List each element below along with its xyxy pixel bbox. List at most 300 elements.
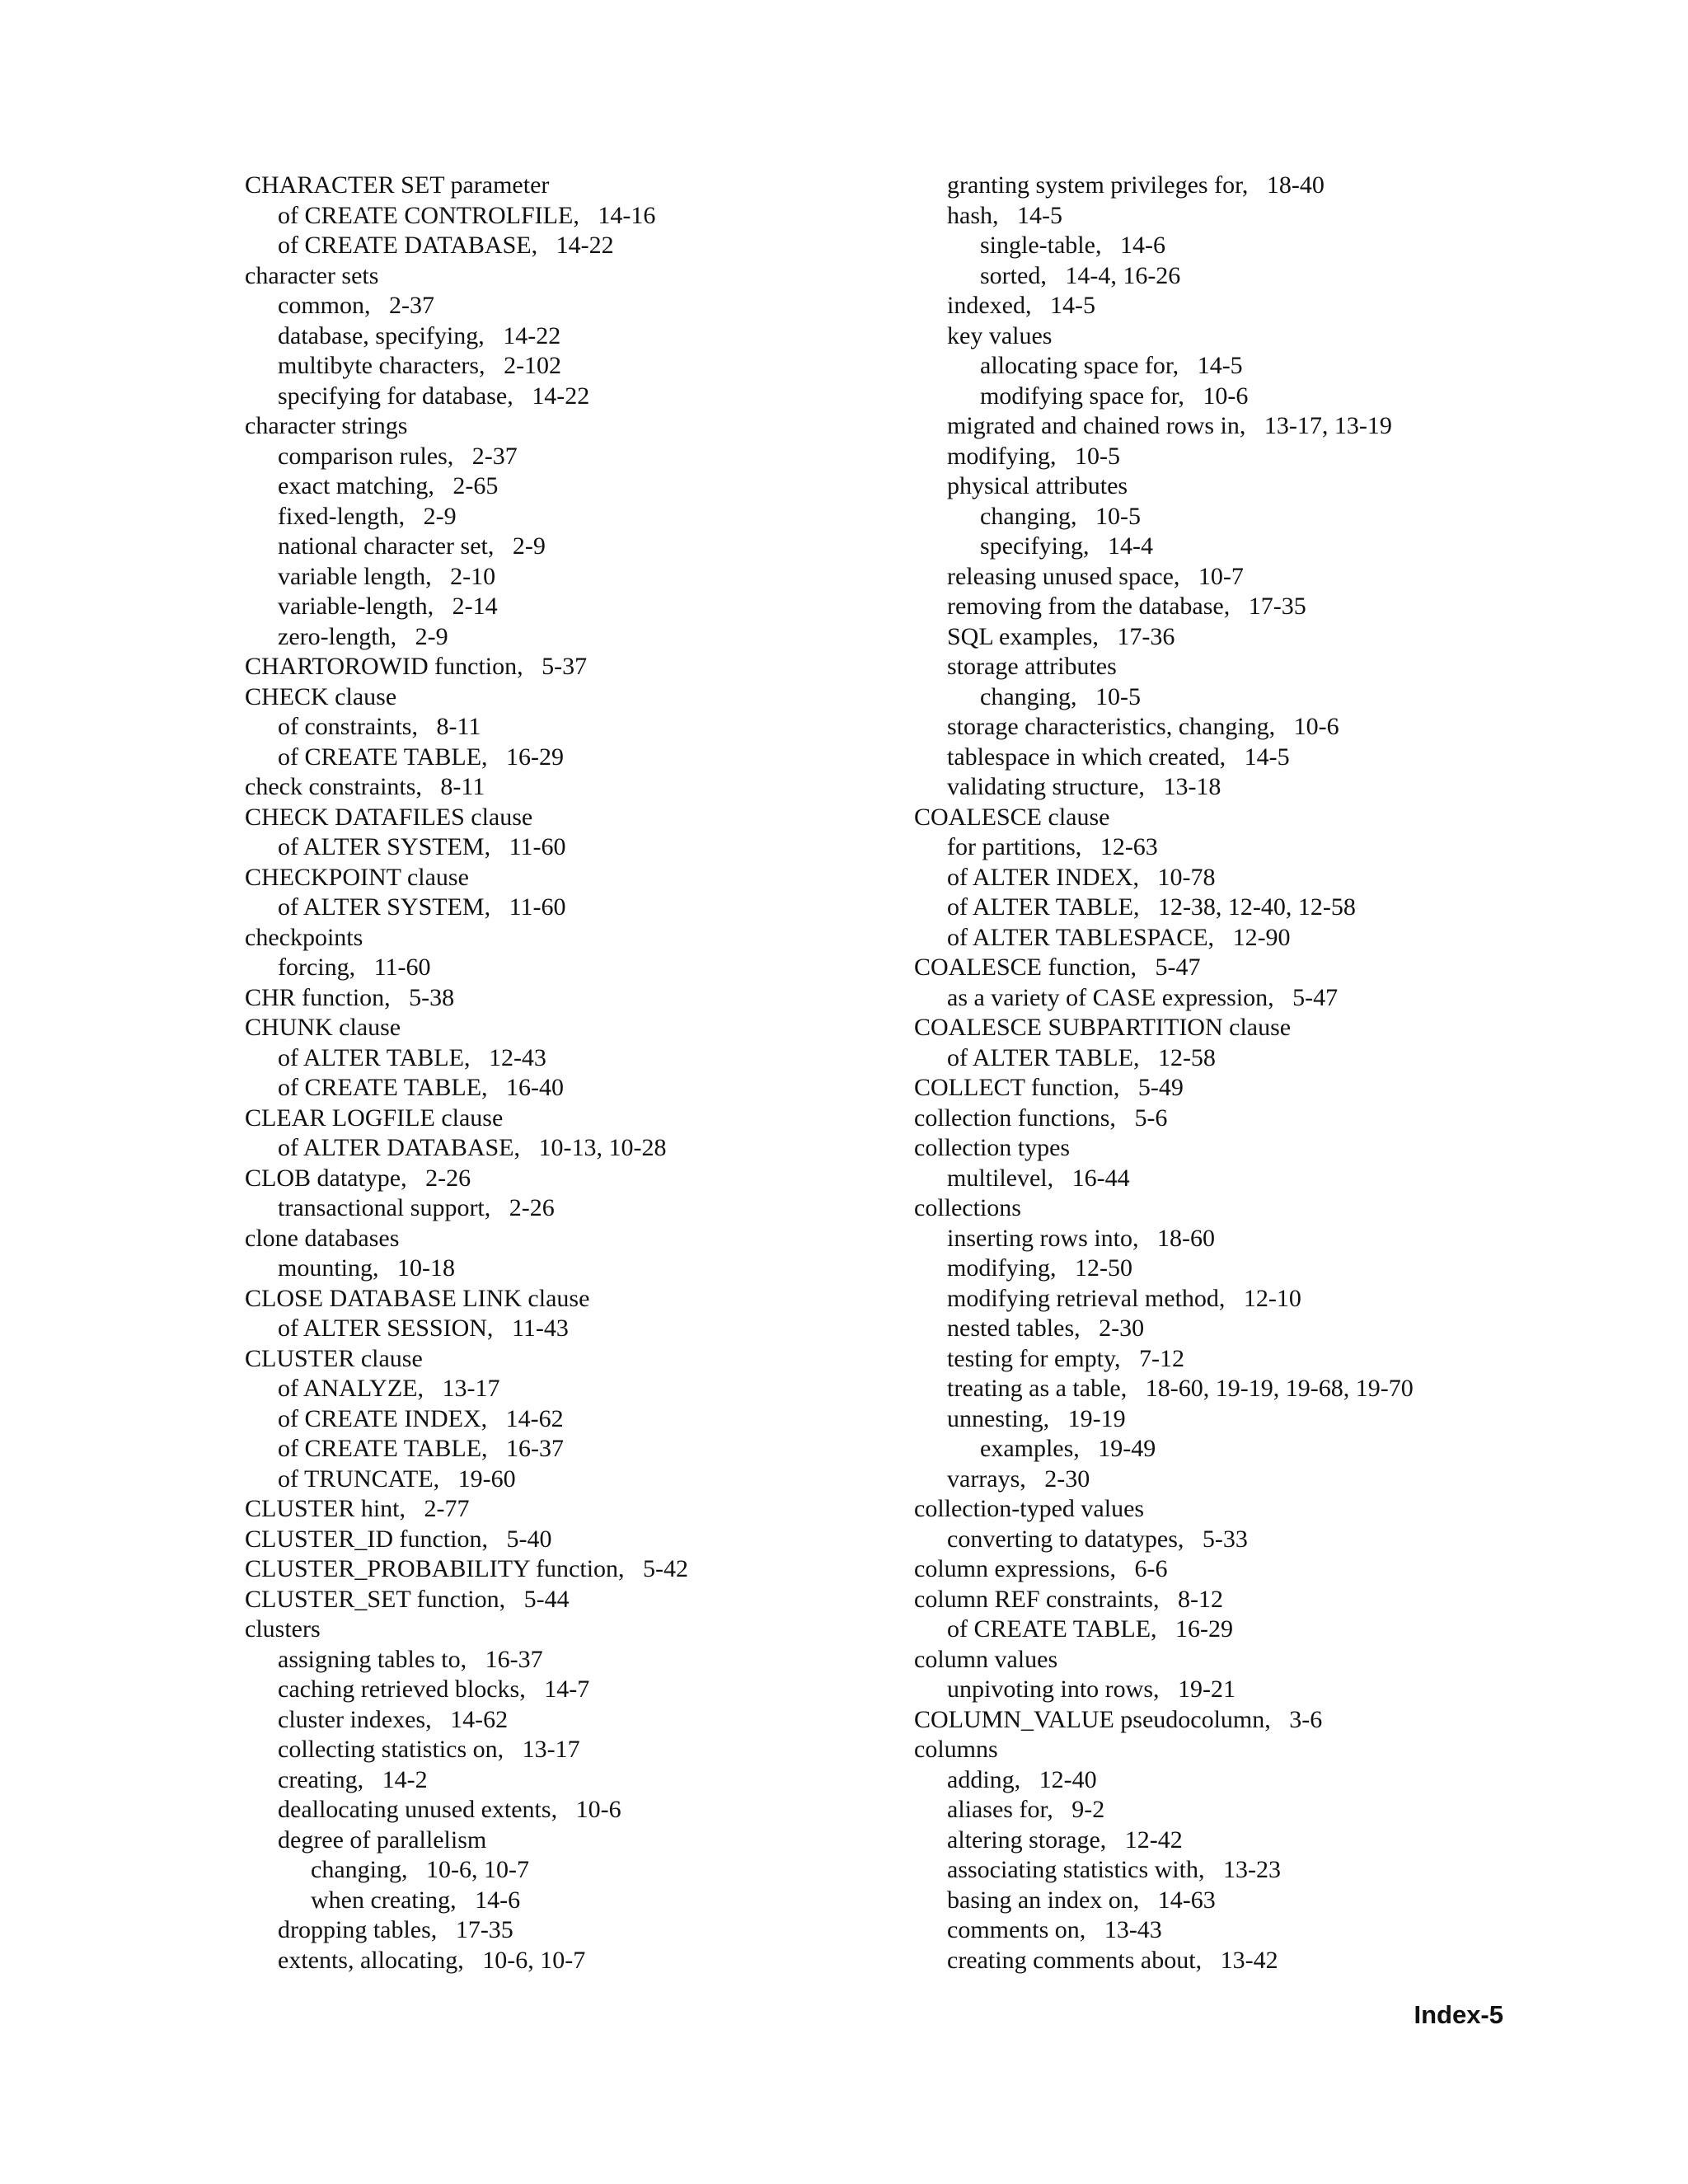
index-page-ref: 14-22 — [503, 321, 561, 349]
index-term: creating, — [278, 1765, 364, 1793]
index-entry — [914, 201, 1590, 232]
index-term: dropping tables, — [278, 1916, 438, 1943]
index-entry — [914, 743, 1590, 773]
index-page-ref: 2-37 — [389, 292, 434, 319]
index-term: collection-typed values — [914, 1495, 1145, 1522]
index-term: column REF constraints, — [914, 1585, 1160, 1613]
index-page-ref: 5-49 — [1137, 1074, 1184, 1101]
index-entry — [245, 923, 921, 954]
index-entry — [245, 1013, 921, 1043]
index-entry — [914, 803, 1590, 833]
index-entry — [914, 1073, 1590, 1104]
index-page-ref: 14-16 — [598, 201, 656, 229]
index-page-ref: 14-5 — [1049, 292, 1095, 319]
index-term: multibyte characters, — [278, 352, 485, 379]
index-page-ref: 12-42 — [1124, 1825, 1183, 1854]
index-term: CHARACTER SET parameter — [245, 171, 550, 199]
index-term: of ALTER TABLE, — [947, 1043, 1140, 1071]
index-term: collection types — [914, 1134, 1071, 1161]
index-entry — [245, 1164, 921, 1194]
index-entry — [245, 592, 921, 622]
index-page-ref: 13-17 — [522, 1736, 580, 1763]
index-term: degree of parallelism — [278, 1825, 487, 1854]
index-page-ref: 8-11 — [440, 773, 485, 800]
index-entry — [914, 1946, 1590, 1976]
index-entry — [245, 622, 921, 653]
index-term: character strings — [245, 412, 408, 439]
index-term: of ALTER TABLE, — [947, 893, 1140, 921]
index-entry — [245, 411, 921, 442]
index-term: variable length, — [278, 562, 432, 590]
index-term: forcing, — [278, 954, 356, 981]
index-page-ref: 14-2 — [382, 1765, 428, 1793]
index-entry — [914, 1314, 1590, 1344]
index-entry — [245, 1494, 921, 1525]
index-entry — [914, 1765, 1590, 1796]
index-term: for partitions, — [947, 833, 1082, 860]
index-page-ref: 2-37 — [471, 442, 518, 470]
index-entry — [245, 1525, 921, 1555]
index-page-ref: 9-2 — [1071, 1796, 1105, 1823]
index-entry — [245, 201, 921, 232]
index-page-ref: 14-22 — [556, 232, 614, 259]
index-page-ref: 14-4, 16-26 — [1065, 261, 1181, 289]
index-term: storage attributes — [947, 653, 1117, 680]
index-term: varrays, — [947, 1465, 1026, 1493]
index-entry — [914, 893, 1590, 923]
index-entry — [245, 382, 921, 412]
index-term: CLUSTER_PROBABILITY function, — [245, 1555, 625, 1582]
index-entry — [914, 682, 1590, 713]
index-term: specifying for database, — [278, 382, 513, 410]
index-page-ref: 6-6 — [1134, 1555, 1168, 1582]
index-term: exact matching, — [278, 472, 434, 499]
index-page-ref: 17-36 — [1117, 622, 1175, 650]
index-page-ref: 8-11 — [436, 713, 481, 740]
index-term: as a variety of CASE expression, — [947, 983, 1274, 1011]
index-term: storage characteristics, changing, — [947, 713, 1276, 740]
index-term: of CREATE TABLE, — [278, 1074, 488, 1101]
index-entry — [245, 1073, 921, 1104]
index-entry — [914, 953, 1590, 983]
index-term: modifying space for, — [980, 382, 1184, 410]
index-entry — [914, 1615, 1590, 1645]
index-page-ref: 5-37 — [542, 653, 588, 680]
index-entry — [245, 1434, 921, 1465]
index-term: changing, — [980, 502, 1077, 530]
index-term: removing from the database, — [947, 593, 1231, 620]
index-entry — [245, 1284, 921, 1315]
index-page-ref: 14-5 — [1017, 201, 1062, 229]
index-term: COALESCE SUBPARTITION clause — [914, 1014, 1292, 1041]
index-term: CHUNK clause — [245, 1014, 401, 1041]
index-entry — [914, 923, 1590, 954]
index-term: aliases for, — [947, 1796, 1053, 1823]
index-term: of CREATE TABLE, — [278, 743, 488, 771]
index-term: unnesting, — [947, 1404, 1050, 1432]
index-term: multilevel, — [947, 1164, 1054, 1192]
index-page-ref: 5-33 — [1202, 1525, 1248, 1553]
index-term: converting to datatypes, — [947, 1525, 1184, 1553]
index-column-left — [245, 171, 921, 1975]
index-page-ref: 12-58 — [1157, 1043, 1216, 1071]
index-page-ref: 2-30 — [1099, 1315, 1145, 1342]
index-page-ref: 10-78 — [1157, 863, 1216, 891]
index-term: indexed, — [947, 292, 1032, 319]
index-term: CHECK clause — [245, 682, 397, 710]
index-entry — [914, 532, 1590, 562]
index-page-ref: 2-30 — [1044, 1465, 1090, 1493]
index-term: validating structure, — [947, 773, 1145, 800]
index-page-ref: 14-63 — [1157, 1886, 1216, 1914]
index-term: allocating space for, — [980, 352, 1179, 379]
index-term: of ALTER INDEX, — [947, 863, 1140, 891]
index-entry — [245, 682, 921, 713]
index-term: assigning tables to, — [278, 1645, 467, 1673]
index-page-ref: 12-63 — [1100, 833, 1158, 860]
index-page-ref: 12-38, 12-40, 12-58 — [1157, 893, 1356, 921]
index-page-ref: 10-5 — [1075, 442, 1120, 470]
index-page-ref: 16-40 — [506, 1074, 565, 1101]
index-term: CHR function, — [245, 983, 391, 1011]
index-page-ref: 18-60, 19-19, 19-68, 19-70 — [1145, 1375, 1414, 1402]
index-entry — [914, 592, 1590, 622]
index-entry — [914, 1434, 1590, 1465]
index-entry — [245, 1344, 921, 1375]
index-entry — [914, 1886, 1590, 1916]
index-term: check constraints, — [245, 773, 422, 800]
index-page-ref: 2-65 — [452, 472, 499, 499]
index-entry — [914, 411, 1590, 442]
index-term: cluster indexes, — [278, 1705, 432, 1733]
index-term: of ALTER SESSION, — [278, 1315, 494, 1342]
index-page-ref: 13-42 — [1220, 1946, 1278, 1974]
index-term: COALESCE clause — [914, 803, 1110, 831]
index-entry — [245, 1554, 921, 1585]
index-page-ref: 13-43 — [1104, 1916, 1162, 1943]
index-entry — [914, 772, 1590, 803]
index-entry — [245, 442, 921, 472]
index-term: column expressions, — [914, 1555, 1116, 1582]
index-term: CHARTOROWID function, — [245, 653, 523, 680]
index-entry — [245, 1765, 921, 1796]
index-term: modifying, — [947, 442, 1057, 470]
index-term: fixed-length, — [278, 502, 406, 530]
index-term: column values — [914, 1645, 1058, 1673]
index-entry — [914, 1705, 1590, 1736]
index-page-ref: 16-29 — [1175, 1615, 1234, 1643]
index-entry — [914, 1193, 1590, 1224]
index-entry — [914, 1254, 1590, 1284]
index-entry — [914, 1915, 1590, 1946]
index-entry — [245, 532, 921, 562]
index-term: of ALTER TABLESPACE, — [947, 923, 1215, 951]
index-term: sorted, — [980, 261, 1047, 289]
index-term: of CREATE INDEX, — [278, 1404, 488, 1432]
index-term: mounting, — [278, 1254, 379, 1282]
index-entry — [914, 471, 1590, 502]
index-entry — [245, 832, 921, 863]
index-term: CLEAR LOGFILE clause — [245, 1104, 504, 1132]
index-page-ref: 10-13, 10-28 — [538, 1134, 667, 1161]
index-term: extents, allocating, — [278, 1946, 464, 1974]
index-entry — [914, 1043, 1590, 1074]
index-term: character sets — [245, 261, 379, 289]
index-entry — [245, 1585, 921, 1615]
index-page-ref: 2-26 — [509, 1194, 555, 1221]
index-entry — [914, 1284, 1590, 1315]
index-term: comparison rules, — [278, 442, 454, 470]
index-page-ref: 10-18 — [397, 1254, 456, 1282]
index-term: single-table, — [980, 232, 1102, 259]
index-page-ref: 3-6 — [1289, 1705, 1323, 1733]
index-term: SQL examples, — [947, 622, 1099, 650]
index-entry — [914, 291, 1590, 321]
index-page-ref: 7-12 — [1139, 1344, 1185, 1372]
index-entry — [245, 1675, 921, 1705]
index-page-ref: 16-37 — [485, 1645, 543, 1673]
index-entry — [245, 1915, 921, 1946]
index-term: common, — [278, 292, 371, 319]
index-entry — [245, 1104, 921, 1134]
index-page-ref: 13-17, 13-19 — [1264, 412, 1392, 439]
index-page-ref: 5-47 — [1292, 983, 1339, 1011]
page-footer: Index-5 — [1414, 2000, 1503, 2029]
index-term: hash, — [947, 201, 999, 229]
index-page-ref: 16-44 — [1071, 1164, 1130, 1192]
index-page-ref: 5-47 — [1155, 954, 1201, 981]
index-page-ref: 2-9 — [423, 502, 457, 530]
index-page-ref: 14-6 — [1119, 232, 1165, 259]
index-entry — [245, 1795, 921, 1825]
index-page-ref: 14-5 — [1197, 352, 1243, 379]
index-entry — [245, 772, 921, 803]
index-term: testing for empty, — [947, 1344, 1121, 1372]
index-page-ref: 10-5 — [1095, 682, 1141, 710]
index-page-ref: 10-6, 10-7 — [425, 1856, 529, 1883]
index-term: modifying retrieval method, — [947, 1284, 1226, 1312]
index-page-ref: 11-60 — [509, 893, 566, 921]
index-page-ref: 2-14 — [452, 593, 498, 620]
index-entry — [245, 863, 921, 893]
index-page-ref: 18-60 — [1157, 1224, 1215, 1252]
index-term: CHECK DATAFILES clause — [245, 803, 533, 831]
index-page-ref: 17-35 — [1248, 593, 1306, 620]
index-entry — [914, 1855, 1590, 1886]
index-term: migrated and chained rows in, — [947, 412, 1246, 439]
index-page-ref: 19-19 — [1067, 1404, 1126, 1432]
index-term: of ALTER TABLE, — [278, 1043, 471, 1071]
index-term: clusters — [245, 1615, 321, 1643]
index-term: specifying, — [980, 532, 1090, 560]
index-term: treating as a table, — [947, 1375, 1128, 1402]
index-page-ref: 10-6, 10-7 — [482, 1946, 586, 1974]
index-page-ref: 18-40 — [1266, 171, 1325, 199]
index-entry — [245, 471, 921, 502]
index-page-ref: 2-9 — [512, 532, 546, 560]
index-entry — [245, 743, 921, 773]
index-term: clone databases — [245, 1224, 400, 1252]
index-term: columns — [914, 1736, 998, 1763]
index-page-ref: 10-6 — [575, 1796, 621, 1823]
index-entry — [914, 1585, 1590, 1615]
index-term: CLOB datatype, — [245, 1164, 407, 1192]
index-term: of CREATE CONTROLFILE, — [278, 201, 579, 229]
index-page-ref: 12-43 — [488, 1043, 546, 1071]
index-page-ref: 19-49 — [1098, 1435, 1156, 1462]
index-term: COALESCE function, — [914, 954, 1137, 981]
index-entry — [914, 1104, 1590, 1134]
index-entry — [914, 712, 1590, 743]
index-term: caching retrieved blocks, — [278, 1675, 526, 1703]
index-term: basing an index on, — [947, 1886, 1140, 1914]
index-page-ref: 11-60 — [509, 833, 566, 860]
index-entry — [914, 1013, 1590, 1043]
index-page-ref: 5-44 — [523, 1585, 570, 1613]
index-term: examples, — [980, 1435, 1080, 1462]
index-page-ref: 19-21 — [1178, 1675, 1236, 1703]
index-page-ref: 10-5 — [1095, 502, 1141, 530]
index-entry — [245, 803, 921, 833]
index-entry — [914, 622, 1590, 653]
index-page-ref: 14-4 — [1107, 532, 1153, 560]
index-term: transactional support, — [278, 1194, 491, 1221]
index-page-ref: 10-6 — [1293, 713, 1339, 740]
index-term: CLUSTER_SET function, — [245, 1585, 506, 1613]
index-term: variable-length, — [278, 593, 434, 620]
index-entry — [245, 1404, 921, 1435]
index-page-ref: 5-42 — [643, 1555, 689, 1582]
index-entry — [245, 1043, 921, 1074]
index-page-ref: 14-62 — [450, 1705, 509, 1733]
index-entry — [245, 1705, 921, 1736]
index-entry — [914, 1795, 1590, 1825]
index-entry — [245, 893, 921, 923]
index-entry — [914, 1465, 1590, 1495]
index-term: CLUSTER clause — [245, 1344, 423, 1372]
index-term: comments on, — [947, 1916, 1086, 1943]
index-term: of CREATE DATABASE, — [278, 232, 538, 259]
index-entry — [245, 261, 921, 292]
index-entry — [245, 1825, 921, 1856]
index-entry — [245, 712, 921, 743]
index-page-ref: 14-22 — [532, 382, 590, 410]
index-entry — [914, 863, 1590, 893]
index-term: adding, — [947, 1765, 1021, 1793]
index-term: associating statistics with, — [947, 1856, 1205, 1883]
index-term: of ALTER SYSTEM, — [278, 833, 491, 860]
index-page-ref: 12-90 — [1232, 923, 1291, 951]
index-term: releasing unused space, — [947, 562, 1180, 590]
index-term: unpivoting into rows, — [947, 1675, 1160, 1703]
index-page-ref: 16-37 — [506, 1435, 565, 1462]
index-column-right — [914, 171, 1590, 1975]
index-entry — [914, 1374, 1590, 1404]
index-term: creating comments about, — [947, 1946, 1203, 1974]
index-entry — [914, 351, 1590, 382]
index-entry — [245, 953, 921, 983]
index-page-ref: 2-102 — [504, 352, 562, 379]
index-term: checkpoints — [245, 923, 363, 951]
index-entry — [245, 562, 921, 593]
index-page-ref: 14-6 — [475, 1886, 521, 1914]
index-entry — [914, 1344, 1590, 1375]
index-page-ref: 13-23 — [1222, 1856, 1281, 1883]
index-page-ref: 11-43 — [511, 1315, 569, 1342]
index-page-ref: 14-7 — [544, 1675, 590, 1703]
index-entry — [245, 1886, 921, 1916]
index-term: of ALTER DATABASE, — [278, 1134, 521, 1161]
index-term: zero-length, — [278, 622, 397, 650]
index-entry — [245, 1254, 921, 1284]
index-entry — [914, 442, 1590, 472]
index-entry — [245, 1314, 921, 1344]
index-entry — [245, 1855, 921, 1886]
index-page-ref: 14-5 — [1244, 743, 1290, 771]
index-page-ref: 5-6 — [1134, 1104, 1168, 1132]
index-entry — [245, 231, 921, 261]
index-entry — [245, 1465, 921, 1495]
index-term: CLUSTER_ID function, — [245, 1525, 488, 1553]
index-entry — [914, 382, 1590, 412]
index-page-ref: 13-18 — [1163, 773, 1221, 800]
index-entry — [914, 1224, 1590, 1254]
index-entry — [245, 1615, 921, 1645]
index-page-ref: 16-29 — [506, 743, 565, 771]
index-term: collections — [914, 1194, 1021, 1221]
index-entry — [914, 1164, 1590, 1194]
index-term: tablespace in which created, — [947, 743, 1226, 771]
index-term: of CREATE TABLE, — [278, 1435, 488, 1462]
index-page-ref: 2-26 — [425, 1164, 471, 1192]
index-term: CLUSTER hint, — [245, 1495, 406, 1522]
index-entry — [914, 1525, 1590, 1555]
index-term: inserting rows into, — [947, 1224, 1139, 1252]
index-entry — [914, 502, 1590, 532]
index-page-ref: 19-60 — [457, 1465, 516, 1493]
index-term: granting system privileges for, — [947, 171, 1249, 199]
index-entry — [245, 1224, 921, 1254]
index-term: COLUMN_VALUE pseudocolumn, — [914, 1705, 1271, 1733]
index-term: modifying, — [947, 1254, 1057, 1282]
index-entry — [245, 291, 921, 321]
index-term: when creating, — [311, 1886, 457, 1914]
index-term: collecting statistics on, — [278, 1736, 504, 1763]
index-page-ref: 5-38 — [409, 983, 455, 1011]
index-entry — [914, 171, 1590, 201]
index-entry — [245, 321, 921, 352]
index-entry — [914, 1735, 1590, 1765]
index-term: nested tables, — [947, 1315, 1081, 1342]
index-term: collection functions, — [914, 1104, 1116, 1132]
index-entry — [245, 351, 921, 382]
index-term: database, specifying, — [278, 321, 485, 349]
index-page-ref: 10-7 — [1198, 562, 1244, 590]
index-page-ref: 12-10 — [1243, 1284, 1301, 1312]
index-entry — [245, 1133, 921, 1164]
index-page-ref: 12-40 — [1039, 1765, 1097, 1793]
index-term: of ALTER SYSTEM, — [278, 893, 491, 921]
index-page-ref: 2-9 — [415, 622, 448, 650]
index-page-ref: 12-50 — [1075, 1254, 1132, 1282]
index-term: of CREATE TABLE, — [947, 1615, 1157, 1643]
index-entry — [914, 1404, 1590, 1435]
index-term: COLLECT function, — [914, 1074, 1120, 1101]
index-term: of TRUNCATE, — [278, 1465, 440, 1493]
index-entry — [914, 832, 1590, 863]
index-term: national character set, — [278, 532, 495, 560]
index-entry — [914, 652, 1590, 682]
